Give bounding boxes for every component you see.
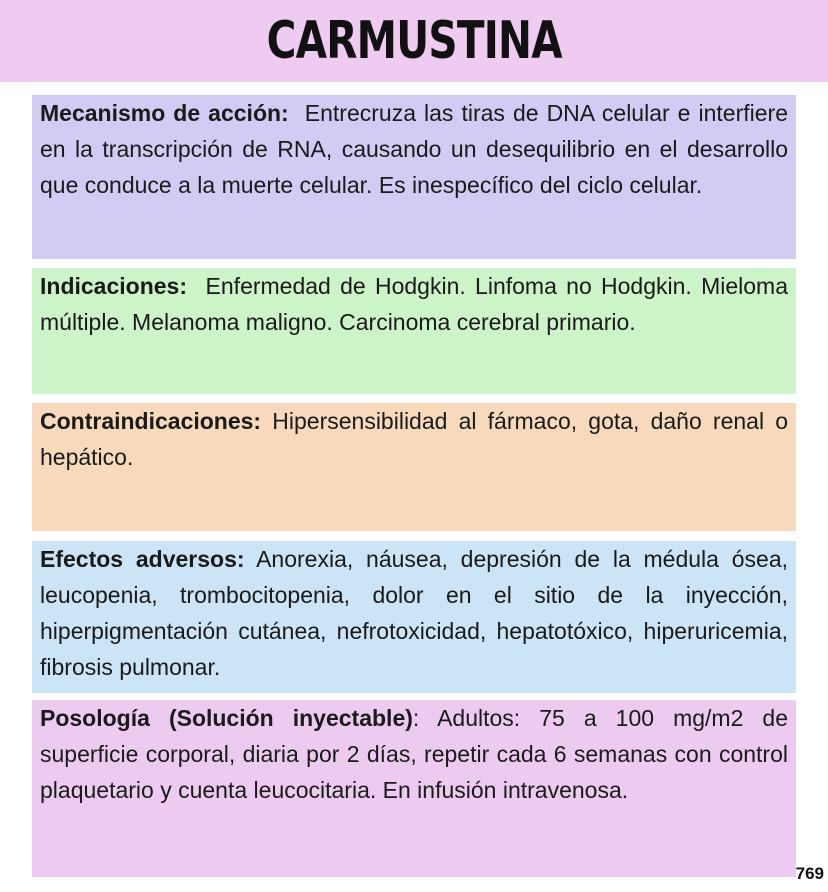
section-label: Contraindicaciones: (40, 408, 262, 434)
title-bar (0, 0, 828, 82)
section-text: : Adultos: 75 a 100 mg/m2 de superficie corporal, diaria por 2 días, repetir cada 6 semanas con control plaquetario y cuenta leucocitaria. En infusión intravenosa. (40, 705, 788, 803)
section-contraindicaciones (32, 403, 796, 531)
section-label: Mecanismo de acción: (40, 100, 289, 126)
section-mecanismo (32, 95, 796, 259)
page-title: CARMUSTINA (266, 11, 562, 71)
page-number: 769 (795, 864, 824, 883)
section-label: Indicaciones: (40, 273, 187, 299)
section-label: Efectos adversos: (40, 546, 245, 572)
section-text: Enfermedad de Hodgkin. Linfoma no Hodgkin. Mieloma múltiple. Melanoma maligno. Carcinoma cerebral primario. (40, 273, 788, 335)
section-text: Anorexia, náusea, depresión de la médula ósea, leucopenia, trombocitopenia, dolor en el sitio de la inyección, hiperpigmentación cutánea, nefrotoxicidad, hepatotóxico, hiperuricemia, fibrosis pulmonar. (40, 546, 789, 680)
section-efectos-adversos (32, 541, 796, 693)
section-text: Hipersensibilidad al fármaco, gota, daño renal o hepático. (40, 408, 789, 470)
section-text: Entrecruza las tiras de DNA celular e interfiere en la transcripción de RNA, causando un desequilibrio en el desarrollo que conduce a la muerte celular. Es inespecífico del ciclo celular. (40, 100, 788, 198)
section-label: Posología (Solución inyectable) (40, 705, 413, 731)
section-posologia (32, 700, 796, 877)
section-indicaciones (32, 268, 796, 394)
